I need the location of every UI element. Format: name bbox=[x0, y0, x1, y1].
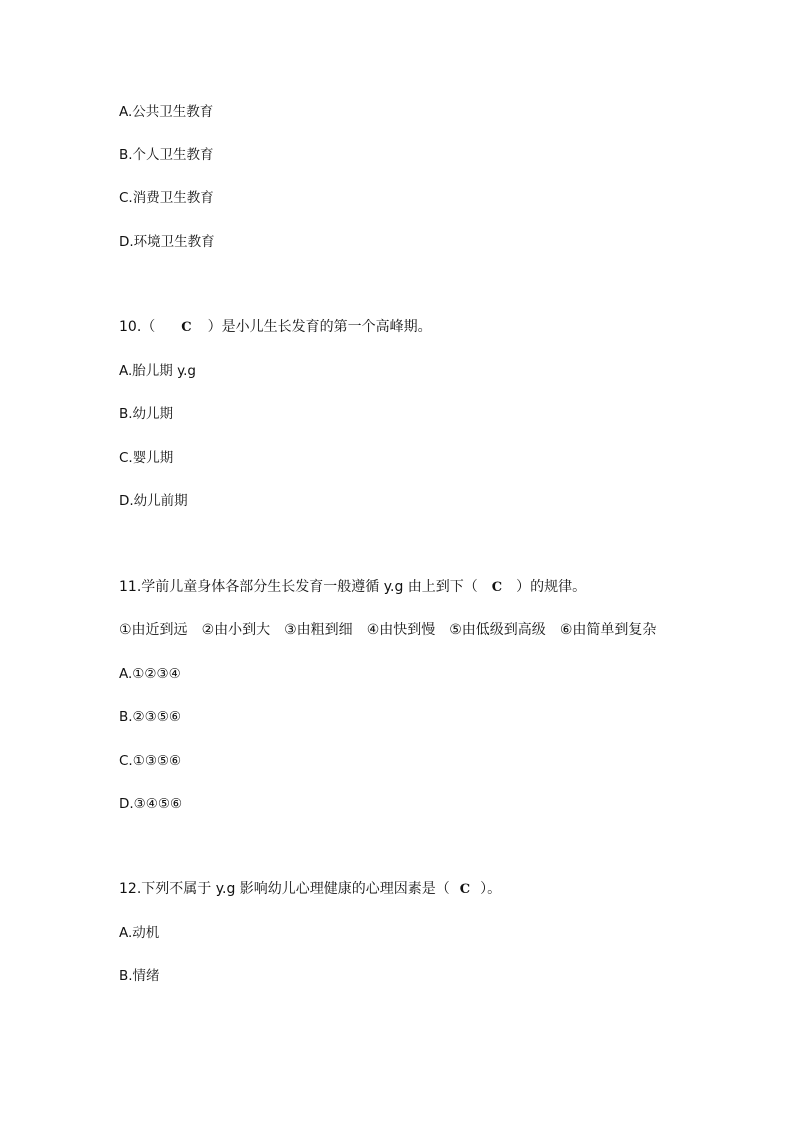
q10-option-b: B.幼儿期 bbox=[119, 406, 174, 422]
q12-stem-prefix: 12.下列不属于 y.g 影响幼儿心理健康的心理因素是（ bbox=[119, 881, 450, 897]
q12-stem bbox=[119, 880, 501, 899]
q9-option-a: A.公共卫生教育 bbox=[119, 104, 214, 120]
q11-item-1: ①由近到远 bbox=[119, 622, 188, 638]
q10-option-a: A.胎儿期 y.g bbox=[119, 363, 197, 379]
q12-answer: C bbox=[459, 882, 471, 897]
q11-option-d: D.③④⑤⑥ bbox=[119, 796, 183, 812]
q11-stem-prefix: 11.学前儿童身体各部分生长发育一般遵循 y.g 由上到下（ bbox=[119, 579, 478, 595]
q9-option-b: B.个人卫生教育 bbox=[119, 147, 214, 163]
q11-option-c: C.①③⑤⑥ bbox=[119, 753, 182, 769]
q11-stem bbox=[119, 578, 586, 597]
q12-option-a: A.动机 bbox=[119, 925, 160, 941]
q11-item-4: ④由快到慢 bbox=[366, 622, 436, 638]
q11-item-3: ③由粗到细 bbox=[284, 622, 353, 638]
q10-answer: C bbox=[181, 320, 192, 335]
q11-stem-suffix: ）的规律。 bbox=[516, 579, 587, 595]
q11-item-5: ⑤由低级到高级 bbox=[449, 622, 546, 638]
q10-stem-prefix: 10.（ bbox=[119, 319, 156, 335]
q9-option-d: D.环境卫生教育 bbox=[119, 234, 215, 250]
q10-stem bbox=[119, 318, 432, 337]
q11-item-2: ②由小到大 bbox=[201, 622, 271, 638]
q10-stem-suffix: ）是小儿生长发育的第一个高峰期。 bbox=[207, 319, 432, 335]
q12-stem-suffix: ）。 bbox=[480, 881, 502, 897]
q10-option-c: C.婴儿期 bbox=[119, 450, 174, 466]
q10-option-d: D.幼儿前期 bbox=[119, 493, 188, 509]
q11-option-b: B.②③⑤⑥ bbox=[119, 709, 181, 725]
q11-items bbox=[119, 621, 656, 639]
q9-option-c: C.消费卫生教育 bbox=[119, 190, 214, 206]
q11-item-6: ⑥由简单到复杂 bbox=[559, 622, 657, 638]
q11-answer: C bbox=[491, 580, 503, 595]
q11-option-a: A.①②③④ bbox=[119, 666, 181, 682]
q12-option-b: B.情绪 bbox=[119, 968, 160, 984]
